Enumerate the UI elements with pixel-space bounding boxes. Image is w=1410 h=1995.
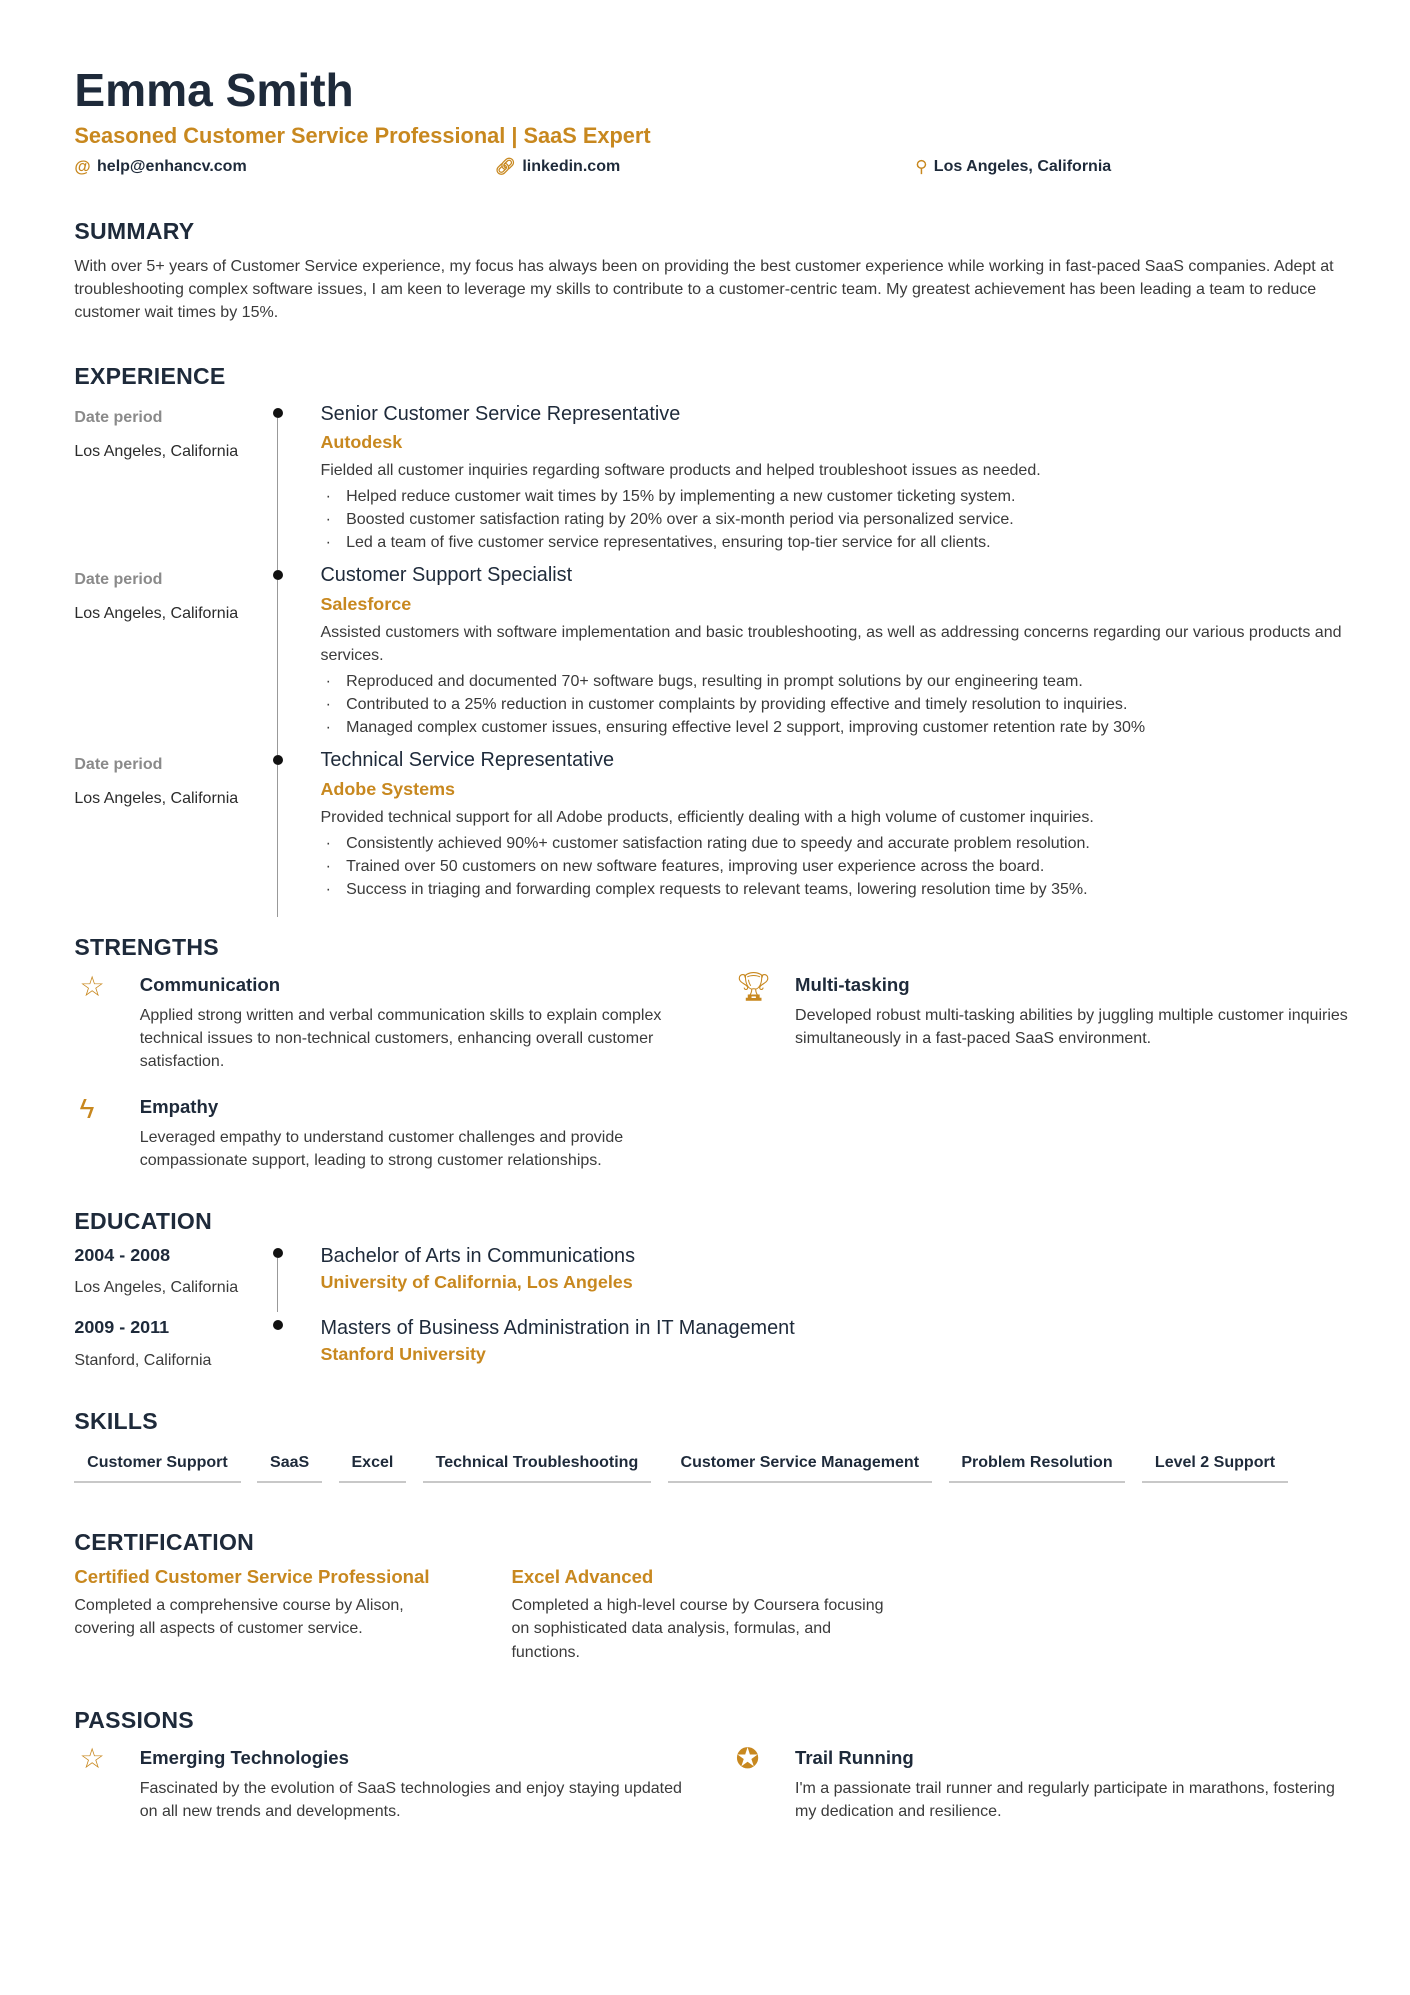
contact-row <box>74 157 1349 177</box>
timeline <box>278 1317 320 1371</box>
timeline-dot <box>273 1320 283 1330</box>
job-location: Los Angeles, California <box>74 788 239 807</box>
skills-heading: SKILLS <box>74 1407 158 1434</box>
education-entry <box>74 1317 1349 1371</box>
experience-entry <box>74 564 1349 740</box>
company-name: Adobe Systems <box>320 778 456 799</box>
education-heading: EDUCATION <box>74 1207 213 1234</box>
candidate-name: Emma Smith <box>74 63 354 116</box>
school: Stanford University <box>320 1344 486 1365</box>
passions-title: Emerging Technologies <box>139 1747 349 1769</box>
education-location: Los Angeles, California <box>74 1278 239 1297</box>
experience-entry <box>74 402 1349 555</box>
job-title: Customer Support Specialist <box>320 564 573 587</box>
skill-tag: SaaS <box>257 1453 322 1483</box>
job-bullet: · Success in triaging and forwarding complex requests to relevant teams, lowering resolution time by 35%. <box>346 878 1350 901</box>
strengths-item <box>731 969 1350 1073</box>
strengths-list <box>74 969 1349 1172</box>
strengths-text: Leveraged empathy to understand customer challenges and provide compassionate support, leading to strong customer relationships. <box>139 1127 624 1170</box>
location-pin-icon: ⚲ <box>915 156 928 176</box>
job-bullet: · Reproduced and documented 70+ software bugs, resulting in prompt solutions by our engineering team. <box>346 670 1350 693</box>
candidate-title: Seasoned Customer Service Professional | SaaS Expert <box>74 123 651 149</box>
certification-title: Excel Advanced <box>511 1565 654 1587</box>
school: University of California, Los Angeles <box>320 1272 633 1293</box>
timeline-line <box>277 580 278 755</box>
job-bullet: · Helped reduce customer wait times by 15% by implementing a new customer ticketing system. <box>346 485 1350 508</box>
strengths-item <box>74 1091 730 1172</box>
timeline <box>278 570 320 740</box>
strengths-heading: STRENGTHS <box>74 934 219 961</box>
strengths-title: Multi-tasking <box>795 974 910 996</box>
company-name: Autodesk <box>320 431 403 452</box>
date-period: Date period <box>74 754 163 773</box>
passions-item <box>74 1744 730 1822</box>
strengths-text: Developed robust multi-tasking abilities by juggling multiple customer inquiries simultaneously in a fast-paced SaaS environment. <box>795 1005 1348 1048</box>
timeline <box>278 1245 320 1299</box>
skill-tag: Problem Resolution <box>949 1453 1126 1483</box>
job-description: Provided technical support for all Adobe products, efficiently dealing with a high volume of customer inquiries. <box>320 808 1094 827</box>
timeline-line <box>277 765 278 917</box>
timeline <box>278 755 320 902</box>
job-bullet: · Led a team of five customer service representatives, ensuring top-tier service for all clients. <box>346 531 1350 554</box>
strengths-title: Empathy <box>139 1096 219 1118</box>
skill-tag: Level 2 Support <box>1142 1453 1288 1483</box>
link-icon: 🔗︎ <box>494 156 516 176</box>
summary-text: With over 5+ years of Customer Service experience, my focus has always been on providing the best customer experience while working in fast-paced SaaS companies. Adept at troubleshooting complex software issues, I am keen to leverage my skills to contribute to a customer-centric team. My greatest achievement has been leading a team to reduce customer wait times by 15%. <box>74 257 1334 322</box>
skill-tag: Customer Support <box>74 1453 240 1483</box>
certification-title: Certified Customer Service Professional <box>74 1565 430 1587</box>
education-years: 2004 - 2008 <box>74 1245 171 1266</box>
location: Los Angeles, California <box>933 157 1112 176</box>
linkedin-link[interactable]: linkedin.com <box>522 157 621 176</box>
timeline-dot <box>273 755 283 765</box>
job-location: Los Angeles, California <box>74 603 239 622</box>
strengths-title: Communication <box>139 974 281 996</box>
trophy-icon: 🏆︎ <box>735 969 772 1002</box>
experience-heading: EXPERIENCE <box>74 362 226 389</box>
degree: Bachelor of Arts in Communications <box>320 1245 636 1268</box>
skill-tag: Customer Service Management <box>668 1453 932 1483</box>
date-period: Date period <box>74 569 163 588</box>
email-link[interactable]: help@enhancv.com <box>97 157 247 176</box>
timeline-dot <box>273 408 283 418</box>
job-title: Senior Customer Service Representative <box>320 402 681 425</box>
strengths-text: Applied strong written and verbal communication skills to explain complex technical issues to non-technical customers, enhancing overall customer satisfaction. <box>139 1005 662 1071</box>
at-icon: @ <box>74 156 91 176</box>
education-years: 2009 - 2011 <box>74 1317 170 1338</box>
education-entry <box>74 1245 1349 1299</box>
experience-entry <box>74 749 1349 902</box>
job-bullet: · Managed complex customer issues, ensuring effective level 2 support, improving customer retention rate by 30% <box>346 716 1350 739</box>
timeline <box>278 408 320 555</box>
timeline-line <box>277 1258 278 1312</box>
timeline-dot <box>273 570 283 580</box>
skill-tag: Technical Troubleshooting <box>423 1453 651 1483</box>
passions-text: I'm a passionate trail runner and regularly participate in marathons, fostering my dedication and resilience. <box>795 1778 1335 1820</box>
star-icon: ☆ <box>79 969 105 1002</box>
timeline-line <box>277 418 278 570</box>
date-period: Date period <box>74 407 163 426</box>
passions-item <box>731 1744 1350 1822</box>
certification-list <box>74 1566 1349 1664</box>
star-icon: ☆ <box>79 1742 105 1775</box>
job-bullet: · Contributed to a 25% reduction in customer complaints by providing effective and timely resolution to inquiries. <box>346 693 1350 716</box>
strengths-item <box>74 969 730 1073</box>
job-bullet: · Trained over 50 customers on new software features, improving user experience across the board. <box>346 855 1350 878</box>
certification-text: Completed a high-level course by Coursera focusing on sophisticated data analysis, formulas, and functions. <box>511 1596 884 1661</box>
job-location: Los Angeles, California <box>74 442 239 460</box>
skill-tag: Excel <box>339 1453 406 1483</box>
certification-item <box>511 1566 948 1664</box>
experience-list <box>74 402 1349 902</box>
bolt-icon: ϟ <box>79 1091 95 1124</box>
education-location: Stanford, California <box>74 1350 212 1369</box>
passions-list <box>74 1744 1349 1822</box>
timeline-dot <box>273 1248 283 1258</box>
job-description: Fielded all customer inquiries regarding software products and helped troubleshoot issues as needed. <box>320 461 1041 480</box>
passions-title: Trail Running <box>795 1747 914 1769</box>
medal-icon: ✪ <box>735 1742 760 1775</box>
job-bullet: · Boosted customer satisfaction rating by 20% over a six-month period via personalized service. <box>346 508 1350 531</box>
certification-heading: CERTIFICATION <box>74 1528 255 1555</box>
company-name: Salesforce <box>320 593 412 614</box>
education-list <box>74 1245 1349 1372</box>
degree: Masters of Business Administration in IT Management <box>320 1317 795 1340</box>
passions-heading: PASSIONS <box>74 1707 194 1734</box>
certification-item <box>74 1566 511 1664</box>
skills-list <box>74 1453 1349 1483</box>
job-bullet: · Consistently achieved 90%+ customer satisfaction rating due to speedy and accurate problem resolution. <box>346 832 1350 855</box>
passions-text: Fascinated by the evolution of SaaS technologies and enjoy staying updated on all new trends and developments. <box>139 1778 682 1820</box>
certification-text: Completed a comprehensive course by Alison, covering all aspects of customer service. <box>74 1596 404 1638</box>
job-description: Assisted customers with software implementation and basic troubleshooting, as well as addressing concerns regarding our various products and services. <box>320 623 1342 665</box>
summary-heading: SUMMARY <box>74 217 195 244</box>
job-title: Technical Service Representative <box>320 749 615 772</box>
